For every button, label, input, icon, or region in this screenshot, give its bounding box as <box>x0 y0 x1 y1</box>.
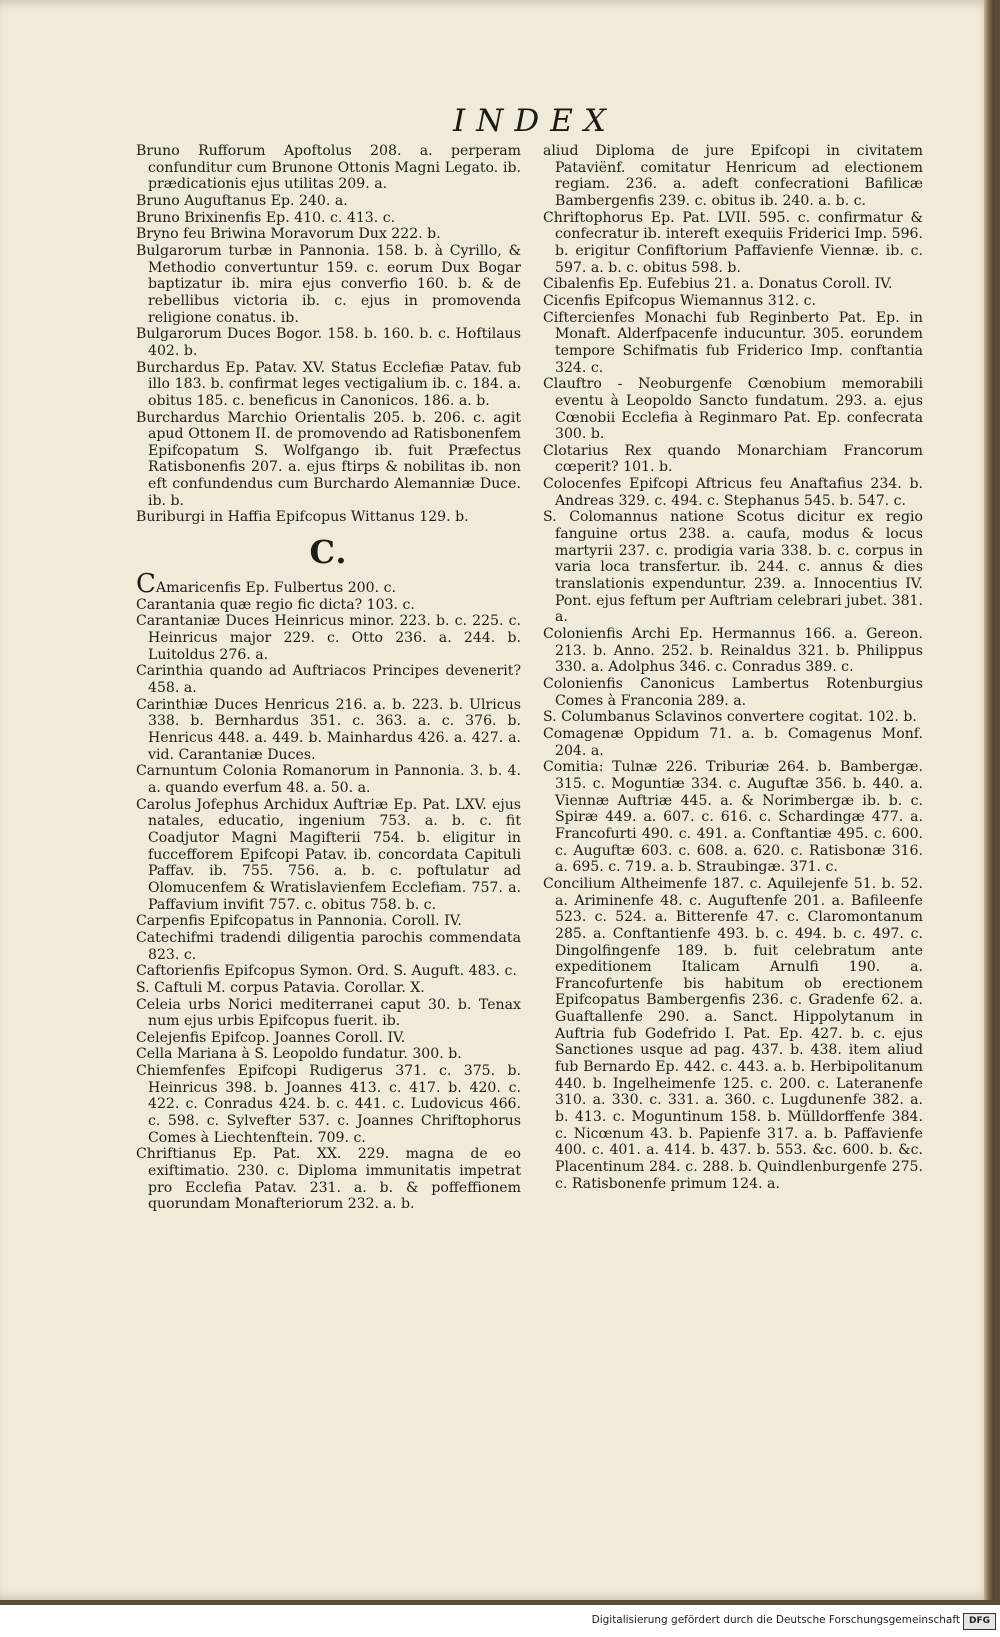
index-entry: aliud Diploma de jure Epifcopi in civitatem Pataviënf. comitatur Henricum ad electionem regiam. 236. a. adeft confecrationi Bafilicæ Bambergenfis 239. c. obitus ib. 240. a. b. c. <box>543 143 923 209</box>
index-entry: Celeia urbs Norici mediterranei caput 30. b. Tenax num ejus urbis Epifcopus fuerit. ib. <box>136 996 521 1030</box>
index-entry: Celejenfis Epifcop. Joannes Coroll. IV. <box>136 1029 406 1046</box>
index-entry: Comagenæ Oppidum 71. a. b. Comagenus Monf. 204. a. <box>543 725 923 759</box>
index-entry: Bulgarorum Duces Bogor. 158. b. 160. b. c. Hoftilaus 402. b. <box>136 326 521 359</box>
index-entry: Cibalenfis Ep. Eufebius 21. a. Donatus Coroll. IV. <box>543 276 893 293</box>
index-entry: Burchardus Marchio Orientalis 205. b. 206. c. agit apud Ottonem II. de promovendo ad Ratisbonenfem Epifcopatum S. Wolfgango ib. fuit Præfectus Ratisbonenfis 207. a. ejus ftirps & nobilitas ib. non eft confundendus cum Burchardo Alemanniæ Duce. ib. b. <box>136 409 521 509</box>
index-entry: Colonienfis Canonicus Lambertus Rotenburgius Comes à Franconia 289. a. <box>543 676 923 709</box>
index-entry: Colocenfes Epifcopi Aftricus feu Anaftafius 234. b. Andreas 329. c. 494. c. Stephanus 545. b. 547. c. <box>543 476 923 509</box>
index-column-left <box>136 143 521 1213</box>
index-entry: Cella Mariana à S. Leopoldo fundatur. 300. b. <box>136 1046 462 1063</box>
index-entry: Carinthiæ Duces Henricus 216. a. b. 223. b. Ulricus 338. b. Bernhardus 351. c. 363. a. c. 376. b. Henricus 448. a. 449. b. Mainhardus 426. a. 427. a. vid. Carantaniæ Duces. <box>136 696 521 763</box>
page-title: INDEX <box>453 103 617 139</box>
digitization-footer <box>0 1605 1000 1637</box>
index-entry: Ciftercienfes Monachi fub Reginberto Pat. Ep. in Monaft. Alderfpacenfe inducuntur. 305. eorundem tempore Schifmatis fub Friderico Imp. conftantia 324. c. <box>543 309 923 376</box>
index-entry: Carpenfis Epifcopatus in Pannonia. Coroll. IV. <box>136 913 462 930</box>
dfg-logo: DFG <box>963 1613 996 1630</box>
index-entry: Carantaniæ Duces Heinricus minor. 223. b. c. 225. c. Heinricus major 229. c. Otto 236. a. 244. b. Luitoldus 276. a. <box>136 613 521 663</box>
index-entry: S. Columbanus Sclavinos convertere cogitat. 102. b. <box>543 709 917 726</box>
index-entry: Chriftophorus Ep. Pat. LVII. 595. c. confirmatur & confecratur ib. intereft exequiis Friderici Imp. 596. b. erigitur Confiftorium Paffavienfe Viennæ. ib. c. 597. a. b. c. obitus 598. b. <box>543 209 923 276</box>
index-entry: Carolus Jofephus Archidux Auftriæ Ep. Pat. LXV. ejus natales, educatio, ingenium 753. a. b. c. fit Coadjutor Magni Magifterii 754. b. eligitur in fuccefforem Epifcopi Patav. ib. concordata Capituli Paffav. ib. 755. 756. a. b. c. poftulatur ad Olomucenfem & Wratislavienfem Ecclefiam. 757. a. Paffavium invifit 757. c. obitus 758. b. c. <box>136 796 521 913</box>
index-entry: Carinthia quando ad Auftriacos Principes devenerit? 458. a. <box>136 663 521 697</box>
index-entry: Bryno feu Briwina Moravorum Dux 222. b. <box>136 226 441 243</box>
index-entry: Cicenfis Epifcopus Wiemannus 312. c. <box>543 292 816 309</box>
book-binding-edge <box>984 0 994 1600</box>
index-entry: Carantania quæ regio fic dicta? 103. c. <box>136 596 415 613</box>
index-entry: Clauftro - Neoburgenfe Cœnobium memorabili eventu à Leopoldo Sancto fundatum. 293. a. ejus Cœnobii Ecclefia à Reginmaro Pat. Ep. confecrata 300. b. <box>543 376 923 443</box>
funding-credit: Digitalisierung gefördert durch die Deutsche Forschungsgemeinschaft <box>591 1614 960 1626</box>
index-entry: Bulgarorum turbæ in Pannonia. 158. b. à Cyrillo, & Methodio convertuntur 159. c. eorum Dux Bogar baptizatur ib. mira ejus converfio 160. b. & de rebellibus victoria ib. c. ejus in promovenda religione conatus. ib. <box>136 242 521 326</box>
index-entry: Concilium Altheimenfe 187. c. Aquilejenfe 51. b. 52. a. Ariminenfe 48. c. Auguftenfe 201. a. Bafileenfe 523. c. 524. a. Bitterenfe 47. c. Claromontanum 285. a. Conftantienfe 493. b. c. 494. b. c. 497. c. Dingolfingenfe 189. b. fuit celebratum ante expeditionem Italicam Arnulfi 190. a. Francofurtenfe bis habitum ob erectionem Epifcopatus Bambergenfis 236. c. Gradenfe 62. a. Guaftallenfe 290. a. Sanct. Hippolytanum in Auftria fub Godefrido I. Pat. Ep. 427. b. c. ejus Sanctiones usque ad pag. 437. b. 438. item aliud fub Bernardo Ep. 442. c. 443. a. b. Herbipolitanum 440. b. Ingelheimenfe 125. c. 200. c. Lateranenfe 310. a. 330. c. 331. a. 360. c. Lugdunenfe 382. a. b. 413. c. Moguntinum 158. b. Mülldorffenfe 384. c. Nicœnum 43. b. Papienfe 317. a. b. Paffavienfe 400. c. 401. a. 414. b. 437. b. 553. &c. 600. b. &c. Placentinum 284. c. 288. b. Quindlenburgenfe 275. c. Ratisbonenfe primum 124. a. <box>543 875 923 1192</box>
index-entry: Catechifmi tradendi diligentia parochis commendata 823. c. <box>136 929 521 963</box>
index-entry: Comitia: Tulnæ 226. Triburiæ 264. b. Bambergæ. 315. c. Moguntiæ 334. c. Auguftæ 356. b. 440. a. Viennæ Auftriæ 445. a. & Norimbergæ ib. b. c. Spiræ 449. a. 607. c. 616. c. Schardingæ 477. a. Francofurti 490. c. 491. a. Conftantiæ 495. c. 600. c. Auguftæ 603. c. 608. a. 620. c. Ratisbonæ 316. a. 695. c. 719. a. b. Straubingæ. 371. c. <box>543 759 923 876</box>
index-entry: Burchardus Ep. Patav. XV. Status Ecclefiæ Patav. fub illo 183. b. confirmat leges vectigalium ib. c. 184. a. obitus 185. c. beneficus in Canonicos. 186. a. b. <box>136 359 521 409</box>
index-entry: Caftorienfis Epifcopus Symon. Ord. S. Auguft. 483. c. <box>136 963 517 980</box>
index-entry: Chriftianus Ep. Pat. XX. 229. magna de eo exiftimatio. 230. c. Diploma immunitatis impetrat pro Ecclefia Patav. 231. a. b. & poffeffionem quorundam Monafteriorum 232. a. b. <box>136 1146 521 1213</box>
index-entry: S. Colomannus natione Scotus dicitur ex regio fanguine ortus 238. a. caufa, modus & locus martyrii 237. c. prodigia varia 338. b. c. corpus in varia loca transfertur. ib. 244. c. annus & dies translationis expenduntur. 239. a. Innocentius IV. Pont. ejus feftum per Auftriam celebrari jubet. 381. a. <box>543 509 923 626</box>
section-letter-heading: C. <box>309 533 348 572</box>
index-entry: Bruno Rufforum Apoftolus 208. a. perperam confunditur cum Brunone Ottonis Magni Legato. ib. prædicationis ejus utilitas 209. a. <box>136 143 521 193</box>
index-entry: CAmaricenfis Ep. Fulbertus 200. c. <box>136 569 396 600</box>
index-entry: Clotarius Rex quando Monarchiam Francorum cœperit? 101. b. <box>543 442 923 476</box>
index-entry: Bruno Brixinenfis Ep. 410. c. 413. c. <box>136 209 396 226</box>
index-entry: Carnuntum Colonia Romanorum in Pannonia. 3. b. 4. a. quando everfum 48. a. 50. a. <box>136 763 521 796</box>
index-entry: Chiemfenfes Epifcopi Rudigerus 371. c. 375. b. Heinricus 398. b. Joannes 413. c. 417. b. 420. c. 422. c. Conradus 424. b. c. 441. c. Ludovicus 466. c. 598. c. Sylvefter 537. c. Joannes Chriftophorus Comes à Liechtenftein. 709. c. <box>136 1063 521 1146</box>
index-entry: S. Caftuli M. corpus Patavia. Corollar. X. <box>136 979 425 996</box>
index-entry: Buriburgi in Haffia Epifcopus Wittanus 129. b. <box>136 509 469 526</box>
index-column-right <box>543 143 923 1192</box>
index-entry: Bruno Auguftanus Ep. 240. a. <box>136 192 348 209</box>
index-entry: Colonienfis Archi Ep. Hermannus 166. a. Gereon. 213. b. Anno. 252. b. Reinaldus 321. b. Philippus 330. a. Adolphus 346. c. Conradus 389. c. <box>543 626 923 676</box>
